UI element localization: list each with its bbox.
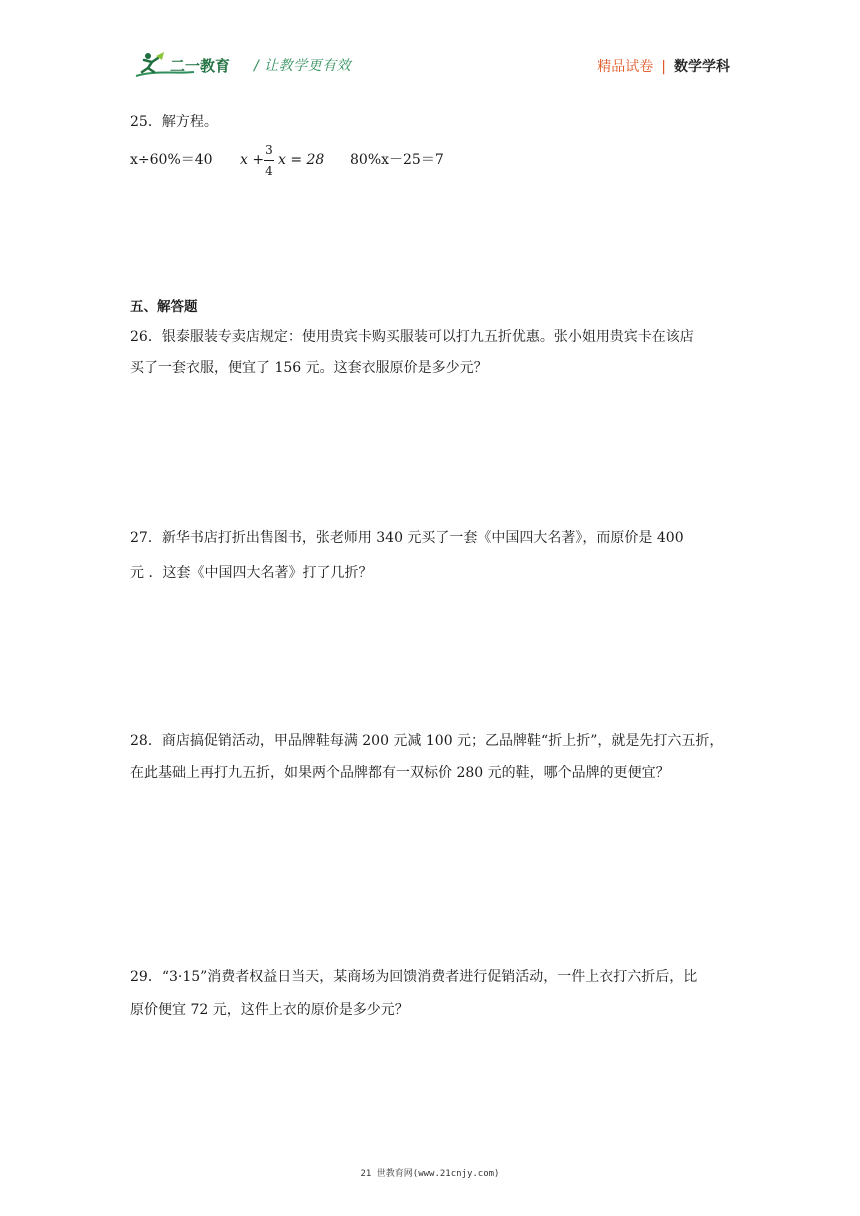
q27-line-2: 元 ．这套《中国四大名著》打了几折？	[130, 565, 373, 581]
header-brand-b: 数学学科	[674, 59, 730, 75]
eq2-denominator: 4	[265, 164, 273, 178]
header-brand-a: 精品试卷	[597, 59, 654, 75]
header-brand-separator: |	[661, 59, 666, 75]
logo-icon	[134, 50, 246, 80]
q29-line-1: 29．“3·15”消费者权益日当天，某商场为回馈消费者进行促销活动，一件上衣打六折后，比	[130, 969, 698, 985]
section-5-title: 五、解答题	[130, 299, 198, 315]
q28-line-2: 在此基础上再打九五折，如果两个品牌都有一双标价 280 元的鞋，哪个品牌的更便宜？	[130, 765, 670, 781]
header-brand	[597, 56, 730, 76]
header-slogan: / 让教学更有效	[254, 58, 352, 74]
logo-text: 二一教育	[170, 57, 231, 75]
q26-line-2: 买了一套衣服，便宜了 156 元。这套衣服原价是多少元？	[130, 360, 488, 376]
q25-equation-1: x÷60%＝40	[130, 152, 213, 168]
eq2-left: x +	[240, 152, 265, 168]
q26-line-1: 26．银泰服装专卖店规定：使用贵宾卡购买服装可以打九五折优惠。张小姐用贵宾卡在该店	[130, 329, 694, 345]
q25-equation-3: 80%x－25＝7	[350, 152, 444, 168]
page-header	[134, 44, 730, 84]
eq2-right: x = 28	[278, 152, 325, 168]
page-footer: 21 世教育网(www.21cnjy.com)	[360, 1169, 500, 1179]
q28-line-1: 28．商店搞促销活动，甲品牌鞋每满 200 元减 100 元；乙品牌鞋“折上折”，就是先打六五折，	[130, 733, 724, 749]
q29-line-2: 原价便宜 72 元，这件上衣的原价是多少元？	[130, 1002, 409, 1018]
q25-equation-2	[240, 143, 330, 178]
q27-line-1: 27．新华书店打折出售图书，张老师用 340 元买了一套《中国四大名著》，而原价是 400	[130, 530, 684, 546]
eq2-numerator: 3	[265, 143, 273, 157]
q25-title: 25．解方程。	[130, 114, 218, 130]
